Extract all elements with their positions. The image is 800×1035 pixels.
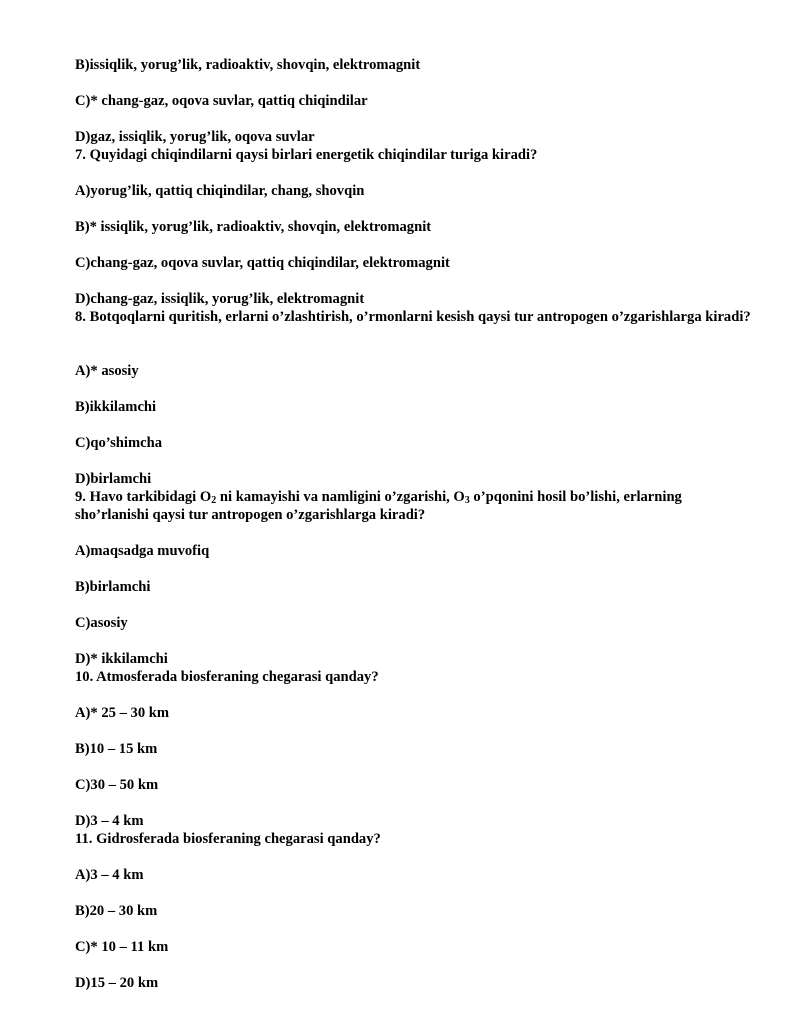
q8-option-a: A)* asosiy — [75, 363, 139, 379]
q6-option-b: B)issiqlik, yorug’lik, radioaktiv, shovqin, elektromagnit — [75, 57, 421, 73]
q9-question — [75, 488, 755, 524]
q8-option-d: D)birlamchi — [75, 471, 152, 487]
q9-option-c: C)asosiy — [75, 615, 128, 631]
q10-option-d: D)3 – 4 km — [75, 813, 144, 829]
q11-option-a: A)3 – 4 km — [75, 867, 144, 883]
q7-option-a: A)yorug’lik, qattiq chiqindilar, chang, shovqin — [75, 183, 365, 199]
q8-question: 8. Botqoqlarni quritish, erlarni o’zlashtirish, o’rmonlarni kesish qaysi tur antropogen o’zgarishlarga kiradi? — [75, 309, 751, 325]
q10-question: 10. Atmosferada biosferaning chegarasi qanday? — [75, 669, 379, 685]
q10-option-a: A)* 25 – 30 km — [75, 705, 170, 721]
q9-question-part3: o’pqonini hosil bo’lishi, erlarning sho’rlanishi qaysi tur antropogen o’zgarishlarga kiradi? — [75, 489, 682, 523]
q8-option-b: B)ikkilamchi — [75, 399, 157, 415]
q7-option-d: D)chang-gaz, issiqlik, yorug’lik, elektromagnit — [75, 291, 365, 307]
q8-option-c: C)qo’shimcha — [75, 435, 163, 451]
q10-option-c: C)30 – 50 km — [75, 777, 159, 793]
q6-option-d: D)gaz, issiqlik, yorug’lik, oqova suvlar — [75, 129, 315, 145]
q10-option-b: B)10 – 15 km — [75, 741, 158, 757]
q11-option-c: C)* 10 – 11 km — [75, 939, 169, 955]
q9-option-d: D)* ikkilamchi — [75, 651, 168, 667]
q9-option-a: A)maqsadga muvofiq — [75, 543, 210, 559]
q11-option-b: B)20 – 30 km — [75, 903, 158, 919]
q9-question-part2: ni kamayishi va namligini o’zgarishi, O — [216, 489, 465, 505]
q9-option-b: B)birlamchi — [75, 579, 151, 595]
q6-option-c: C)* chang-gaz, oqova suvlar, qattiq chiqindilar — [75, 93, 368, 109]
q9-subscript-o2: 2 — [211, 495, 217, 506]
q11-option-d: D)15 – 20 km — [75, 975, 159, 991]
q7-question: 7. Quyidagi chiqindilarni qaysi birlari energetik chiqindilar turiga kiradi? — [75, 147, 538, 163]
q11-question: 11. Gidrosferada biosferaning chegarasi qanday? — [75, 831, 381, 847]
q9-subscript-o3: 3 — [464, 495, 470, 506]
q7-option-c: C)chang-gaz, oqova suvlar, qattiq chiqindilar, elektromagnit — [75, 255, 450, 271]
q7-option-b: B)* issiqlik, yorug’lik, radioaktiv, shovqin, elektromagnit — [75, 219, 432, 235]
q9-question-part1: 9. Havo tarkibidagi O — [75, 489, 212, 505]
